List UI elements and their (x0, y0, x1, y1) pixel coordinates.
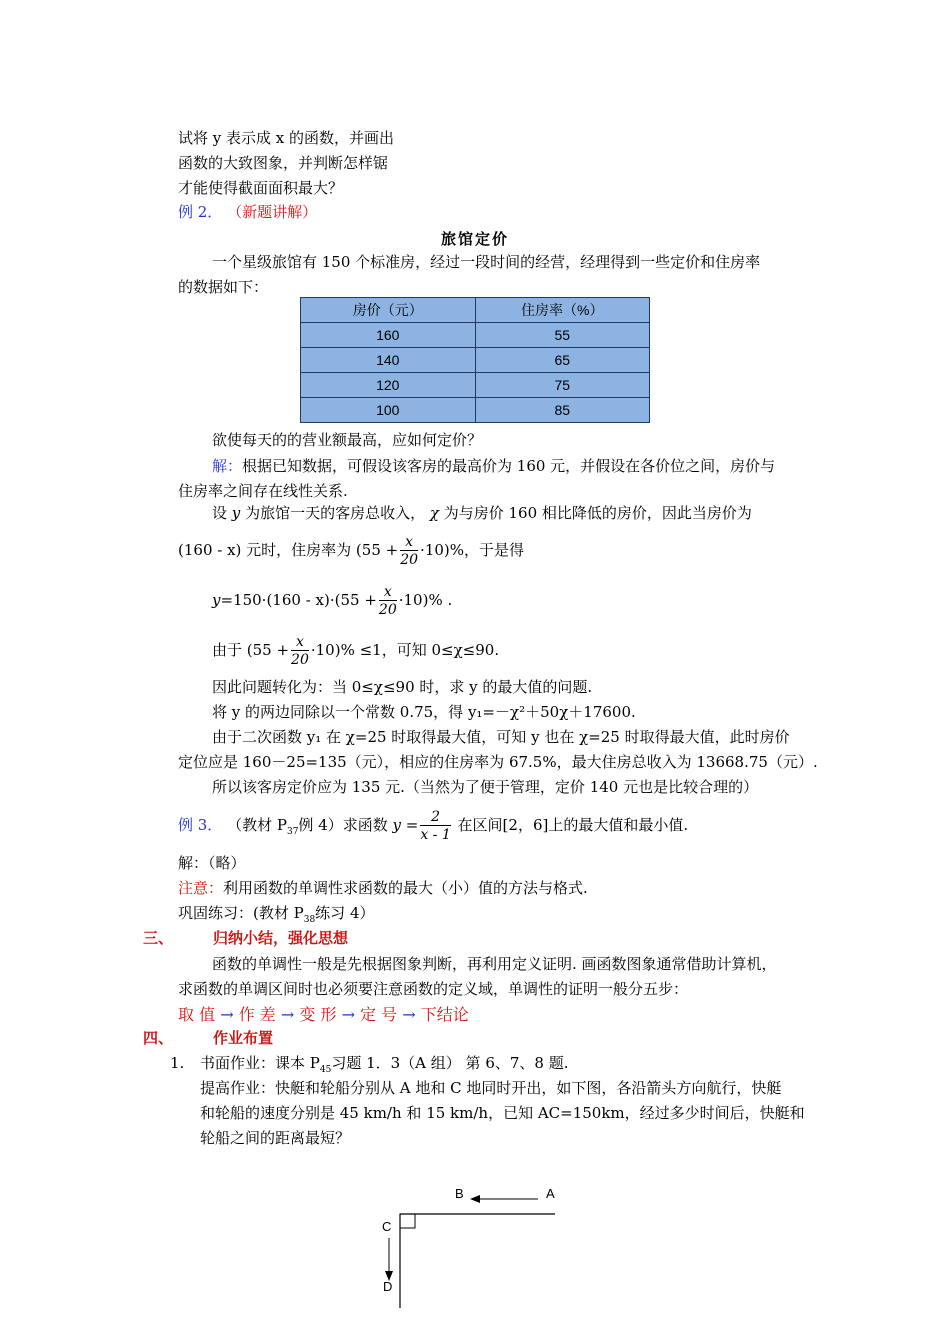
solution-line-2: 住房率之间存在线性关系. (178, 482, 348, 500)
formula-1-a: (160 - x) 元时，住房率为 (55 + (178, 541, 399, 559)
label-c: C (382, 1219, 392, 1234)
fraction-2-over-x-1 (420, 809, 450, 843)
table-header-cell: 房价（元） (301, 298, 476, 323)
homework-number: 1. (170, 1054, 185, 1072)
solution-line-1 (212, 456, 775, 478)
frac-den: 20 (400, 552, 419, 568)
table-cell: 120 (301, 373, 476, 398)
example2-tag: （新题讲解） (227, 203, 318, 221)
table-header-cell: 住房率（%） (475, 298, 650, 323)
section3-heading (143, 928, 348, 948)
advanced-line-1: 提高作业：快艇和轮船分别从 A 地和 C 地同时开出，如下图，各沿箭头方向航行，快艇 (200, 1079, 782, 1097)
step-2: 作 差 (238, 1005, 276, 1024)
intro-line-2: 函数的大致图象，并判断怎样锯 (178, 154, 389, 172)
fraction-x-20 (291, 634, 309, 668)
proof-steps (178, 1002, 469, 1025)
table-cell: 65 (475, 348, 650, 373)
quadratic-line-2: 定位应是 160－25=135（元），相应的住房率为 67.5%，最大住房总收入为 13668.75（元）. (178, 753, 818, 771)
homework-sub: 45 (319, 1065, 332, 1075)
formula-line-3 (212, 628, 499, 672)
section4-title: 作业布置 (213, 1029, 274, 1047)
set-variables-line (212, 503, 752, 525)
table-cell: 140 (301, 348, 476, 373)
example2-para-2: 的数据如下： (178, 278, 269, 296)
example2-heading (178, 202, 317, 224)
frac-num: x (383, 584, 392, 600)
frac-num: 2 (431, 809, 440, 825)
note-line (178, 878, 588, 900)
formula-2-b: ·10)% . (398, 591, 453, 609)
fraction-x-20 (400, 534, 418, 568)
table-row (301, 323, 650, 348)
frac-num: x (296, 634, 304, 650)
section4-number: 四、 (143, 1029, 174, 1047)
divide-line: 将 y 的两边同除以一个常数 0.75，得 y₁=－χ²＋50χ＋17600. (212, 703, 636, 721)
example3-text-a: （教材 P (227, 816, 287, 834)
step-3: 变 形 (299, 1005, 337, 1024)
example3-text-b: 例 4）求函数 (298, 816, 388, 834)
table-header-row (301, 298, 650, 323)
set-text-a: 设 (212, 504, 228, 522)
example3-solution: 解：（略） (178, 854, 246, 872)
example2-para-1: 一个星级旅馆有 150 个标准房，经过一段时间的经营，经理得到一些定价和住房率 (212, 253, 761, 271)
advanced-line-2: 和轮船的速度分别是 45 km/h 和 15 km/h，已知 AC=150km，经过多少时间后，快艇和 (200, 1104, 805, 1122)
conclusion-line: 所以该客房定价应为 135 元.（当然为了便于管理，定价 140 元也是比较合理的） (212, 778, 759, 796)
practice-text-b: 练习 4） (315, 904, 375, 922)
example3-text-c: 在区间[2，6]上的最大值和最小值. (457, 816, 689, 834)
formula-2-a: =150·(160 - x)·(55 + (220, 591, 377, 609)
table-row (301, 373, 650, 398)
example3-label: 例 3． (178, 816, 223, 834)
label-a: A (546, 1186, 555, 1201)
boat-diagram (360, 1178, 570, 1318)
set-text-c: 为与房价 160 相比降低的房价，因此当房价为 (443, 504, 752, 522)
right-angle-marker (400, 1214, 415, 1228)
example2-label: 例 2． (178, 203, 223, 221)
section3-para-1: 函数的单调性一般是先根据图象判断，再利用定义证明. 画函数图象通常借助计算机， (212, 955, 777, 973)
practice-text-a: 巩固练习：(教材 P (178, 904, 304, 922)
table-cell: 55 (475, 323, 650, 348)
label-d: D (383, 1279, 393, 1294)
formula-3-a: 由于 (55 + (212, 641, 290, 659)
table-row (301, 398, 650, 423)
formula-1-b: ·10)% (420, 541, 465, 559)
arrow-right-icon: → (220, 1005, 234, 1024)
practice-line (178, 903, 374, 925)
example3-line (178, 803, 688, 847)
section3-title: 归纳小结，强化思想 (213, 929, 349, 947)
intro-line-3: 才能使得截面面积最大？ (178, 179, 344, 197)
solution-text: 根据已知数据，可假设该客房的最高价为 160 元，并假设在各价位之间，房价与 (242, 457, 776, 475)
homework-text-b: 习题 1．3（A 组） 第 6、7、8 题. (331, 1054, 569, 1072)
arrow-right-icon: → (280, 1005, 295, 1024)
formula-line-1 (178, 528, 524, 572)
arrow-right-icon: → (402, 1005, 416, 1024)
price-table (300, 297, 650, 423)
section4-heading (143, 1028, 273, 1048)
section3-para-2: 求函数的单调区间时也必须要注意函数的定义域，单调性的证明一般分五步： (178, 980, 689, 998)
step-1: 取 值 (178, 1005, 216, 1024)
practice-sub: 38 (303, 915, 316, 925)
formula-line-2 (212, 578, 452, 622)
var-y: y (231, 504, 241, 522)
formula-3-b: ·10)% ≤1，可知 0≤χ≤90. (310, 641, 500, 659)
label-b: B (455, 1186, 464, 1201)
table-cell: 100 (301, 398, 476, 423)
homework-text-a: 书面作业：课本 P (200, 1054, 320, 1072)
quadratic-line-1: 由于二次函数 y₁ 在 χ=25 时取得最大值，可知 y 也在 χ=25 时取得最大值，此时房价 (212, 728, 790, 746)
section3-number: 三、 (143, 929, 174, 947)
frac-num: x (405, 534, 414, 550)
note-label: 注意： (178, 879, 224, 897)
homework-item-1 (170, 1053, 569, 1080)
formula-1-c: ，于是得 (464, 541, 525, 559)
var-y: y (212, 591, 221, 609)
example3-sub: 37 (286, 827, 299, 837)
set-text-b: 为旅馆一天的客房总收入， (245, 504, 426, 522)
table-cell: 160 (301, 323, 476, 348)
step-5: 下结论 (420, 1005, 469, 1024)
frac-den: 20 (291, 652, 309, 668)
solution-label: 解： (212, 457, 243, 475)
frac-den: x - 1 (420, 827, 451, 843)
arrow-right-icon: → (341, 1005, 355, 1024)
convert-line: 因此问题转化为：当 0≤χ≤90 时，求 y 的最大值的问题. (212, 678, 593, 696)
intro-line-1: 试将 y 表示成 x 的函数，并画出 (178, 129, 395, 147)
example2-title: 旅馆定价 (440, 230, 509, 248)
var-x: χ (429, 504, 439, 522)
table-cell: 85 (475, 398, 650, 423)
table-cell: 75 (475, 373, 650, 398)
fraction-x-20 (379, 584, 397, 618)
example2-question: 欲使每天的的营业额最高，应如何定价？ (212, 431, 483, 449)
arrow-left-icon (470, 1195, 480, 1203)
frac-den: 20 (378, 602, 397, 618)
step-4: 定 号 (360, 1005, 398, 1024)
function-lhs: y = (392, 816, 419, 834)
note-text: 利用函数的单调性求函数的最大（小）值的方法与格式. (223, 879, 588, 897)
advanced-line-3: 轮船之间的距离最短？ (200, 1129, 351, 1147)
table-row (301, 348, 650, 373)
